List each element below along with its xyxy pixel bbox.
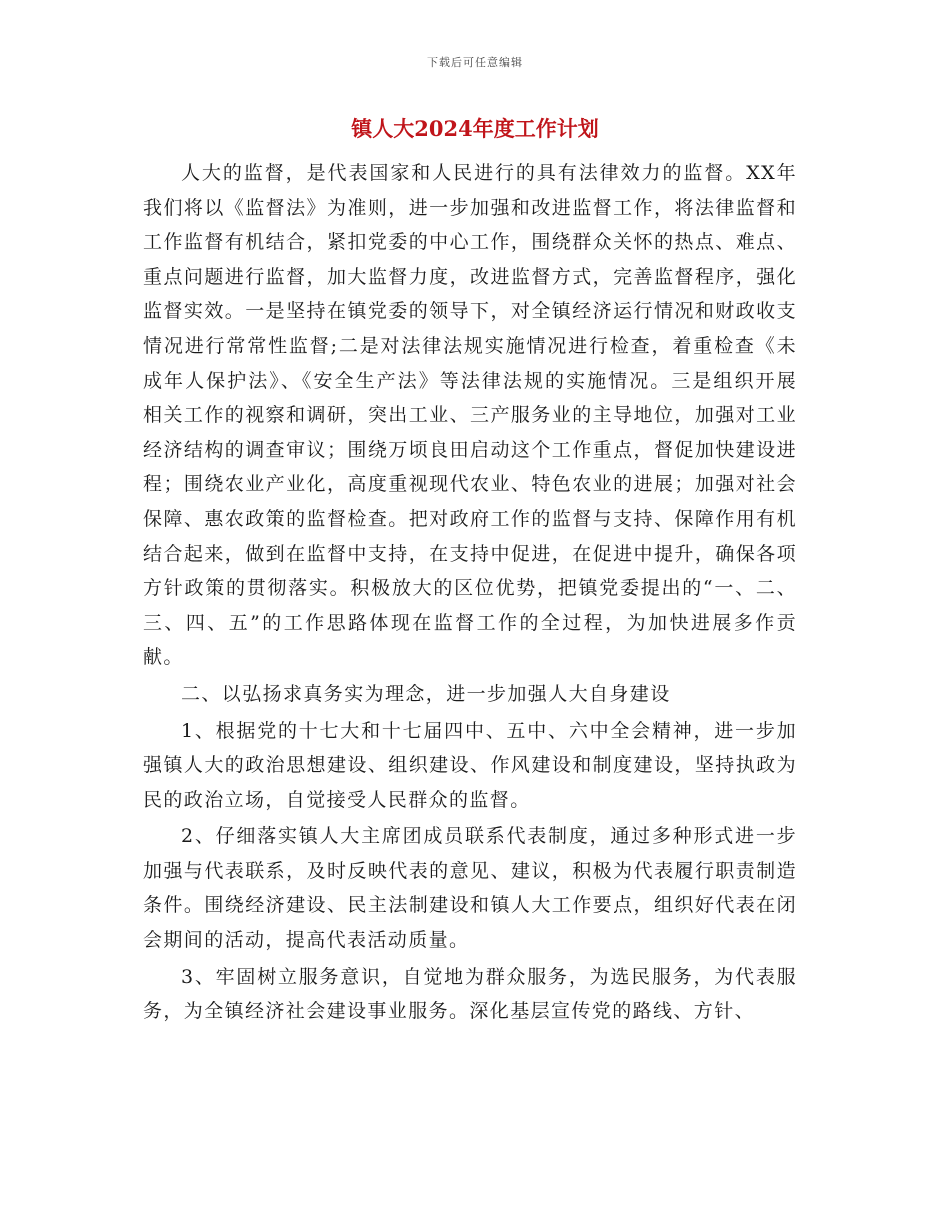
document-title: 镇人大2024年度工作计划	[351, 116, 599, 141]
paragraph-item-2: 2、仔细落实镇人大主席团成员联系代表制度，通过多种形式进一步加强与代表联系，及时反映代表的意见、建议，积极为代表履行职责制造条件。围绕经济建设、民主法制建设和镇人大工作要点，组织好代表在闭会期间的活动，提高代表活动质量。	[143, 825, 797, 952]
document-body	[143, 156, 797, 1029]
paragraph-item-1: 1、根据党的十七大和十七届四中、五中、六中全会精神，进一步加强镇人大的政治思想建设、组织建设、作风建设和制度建设，坚持执政为民的政治立场，自觉接受人民群众的监督。	[143, 719, 797, 811]
section-heading-2: 二、以弘扬求真务实为理念，进一步加强人大自身建设	[181, 682, 671, 705]
paragraph-supervision: 人大的监督，是代表国家和人民进行的具有法律效力的监督。XX年我们将以《监督法》为准则，进一步加强和改进监督工作，将法律监督和工作监督有机结合，紧扣党委的中心工作，围绕群众关怀的热点、难点、重点问题进行监督，加大监督力度，改进监督方式，完善监督程序，强化监督实效。一是坚持在镇党委的领导下，对全镇经济运行情况和财政收支情况进行常常性监督;二是对法律法规实施情况进行检查，着重检查《未成年人保护法》、《安全生产法》等法律法规的实施情况。三是组织开展相关工作的视察和调研，突出工业、三产服务业的主导地位，加强对工业经济结构的调查审议；围绕万顷良田启动这个工作重点，督促加快建设进程；围绕农业产业化，高度重视现代农业、特色农业的进展；加强对社会保障、惠农政策的监督检查。把对政府工作的监督与支持、保障作用有机结合起来，做到在监督中支持，在支持中促进，在促进中提升，确保各项方针政策的贯彻落实。积极放大的区位优势，把镇党委提出的“一、二、三、四、五”的工作思路体现在监督工作的全过程，为加快进展多作贡献。	[143, 162, 797, 669]
paragraph-item-3: 3、牢固树立服务意识，自觉地为群众服务，为选民服务，为代表服务，为全镇经济社会建设事业服务。深化基层宣传党的路线、方针、	[143, 965, 797, 1023]
page-header-note: 下载后可任意编辑	[427, 56, 523, 69]
